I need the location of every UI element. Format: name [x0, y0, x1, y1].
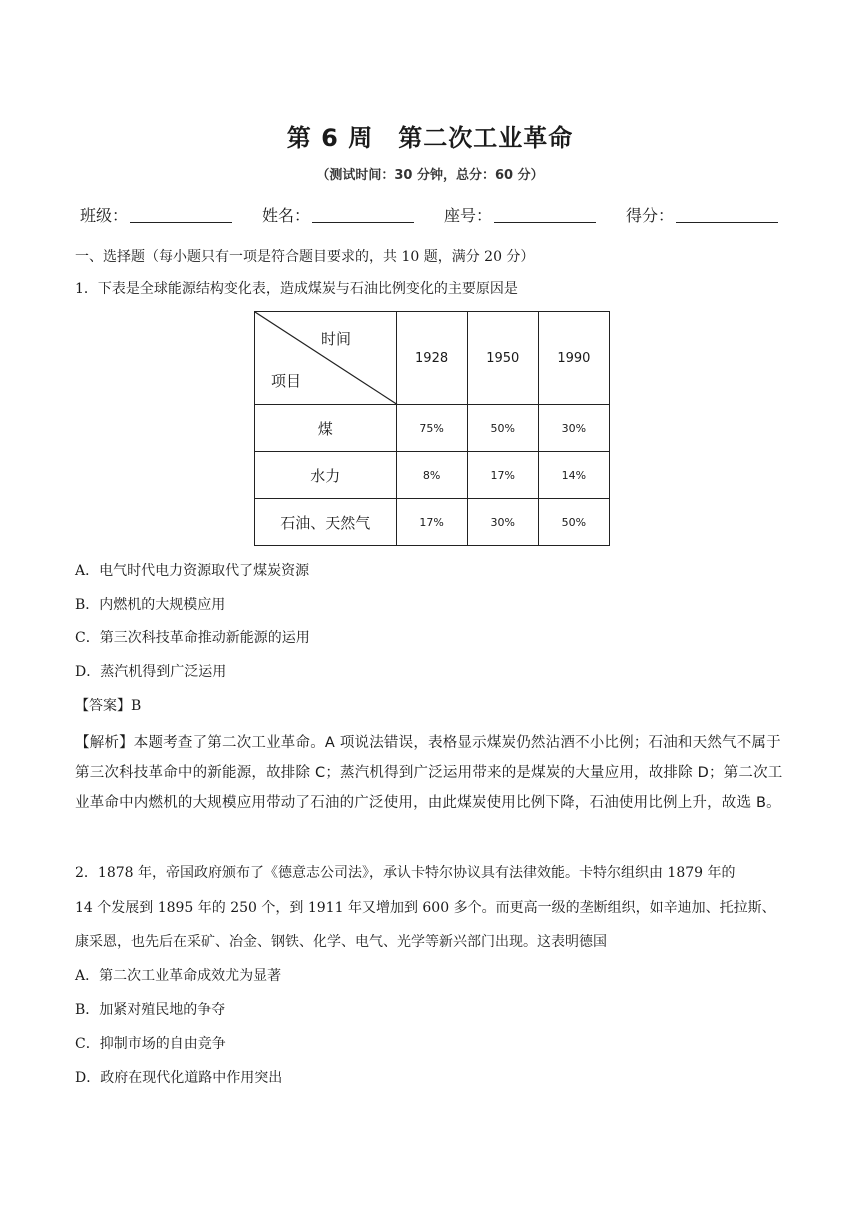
- table-cell: 17%: [396, 499, 467, 546]
- table-cell: 50%: [538, 499, 609, 546]
- year-header: 1950: [467, 312, 538, 405]
- table-cell: 14%: [538, 452, 609, 499]
- table-row: [255, 499, 610, 546]
- q1-option-d[interactable]: D．蒸汽机得到广泛运用: [75, 664, 227, 680]
- row-label: 石油、天然气: [255, 499, 397, 546]
- score-field[interactable]: [626, 203, 778, 226]
- table-cell: 75%: [396, 405, 467, 452]
- table-cell: 30%: [538, 405, 609, 452]
- row-label: 煤: [255, 405, 397, 452]
- table-cell: 8%: [396, 452, 467, 499]
- class-blank[interactable]: [130, 206, 232, 223]
- year-header: 1928: [396, 312, 467, 405]
- q1-answer: 【答案】B: [75, 698, 142, 714]
- table-row: [255, 405, 610, 452]
- page-title: 第 6 周 第二次工业革命: [286, 124, 574, 152]
- section-heading: 一、选择题（每小题只有一项是符合题目要求的，共 10 题，满分 20 分）: [75, 249, 535, 265]
- q2-option-d[interactable]: D．政府在现代化道路中作用突出: [75, 1070, 283, 1086]
- name-blank[interactable]: [312, 206, 414, 223]
- student-info-row: [80, 203, 780, 229]
- question-2-stem-line: 14 个发展到 1895 年的 250 个，到 1911 年又增加到 600 多个。而更高一级的垄断组织，如辛迪加、托拉斯、: [75, 900, 776, 916]
- name-field[interactable]: [262, 203, 414, 226]
- score-blank[interactable]: [676, 206, 778, 223]
- question-2-stem-line: 康采恩，也先后在采矿、冶金、钢铁、化学、电气、光学等新兴部门出现。这表明德国: [75, 934, 607, 950]
- q1-analysis: 【解析】本题考查了第二次工业革命。A 项说法错误，表格显示煤炭仍然沾酒不小比例；石油和天然气不属于第三次科技革命中的新能源，故排除 C；蒸汽机得到广泛运用带来的是煤炭的大量应用，故排除 D；第二次工业革命中内燃机的大规模应用带动了石油的广泛使用，由此煤炭使用比例下降，石油使用比例上升，故选 B。: [75, 735, 783, 811]
- diagonal-line: [255, 312, 398, 405]
- q2-option-b[interactable]: B．加紧对殖民地的争夺: [75, 1002, 226, 1018]
- seat-field[interactable]: [444, 203, 596, 226]
- q1-option-b[interactable]: B．内燃机的大规模应用: [75, 597, 226, 613]
- table-corner-cell: [255, 312, 397, 405]
- question-1-stem: 1．下表是全球能源结构变化表，造成煤炭与石油比例变化的主要原因是: [75, 281, 518, 297]
- row-label: 水力: [255, 452, 397, 499]
- class-field[interactable]: [80, 203, 232, 226]
- seat-blank[interactable]: [494, 206, 596, 223]
- year-header: 1990: [538, 312, 609, 405]
- table-row: [255, 452, 610, 499]
- corner-item-label: 项目: [271, 372, 302, 390]
- table-cell: 30%: [467, 499, 538, 546]
- table-cell: 50%: [467, 405, 538, 452]
- q2-option-a[interactable]: A．第二次工业革命成效尤为显著: [75, 968, 282, 984]
- test-info-subtitle: （测试时间：30 分钟，总分：60 分）: [316, 168, 544, 183]
- table-cell: 17%: [467, 452, 538, 499]
- q1-option-a[interactable]: A．电气时代电力资源取代了煤炭资源: [75, 563, 310, 579]
- name-label: 姓名：: [262, 206, 311, 225]
- q1-option-c[interactable]: C．第三次科技革命推动新能源的运用: [75, 630, 310, 646]
- energy-structure-table: [254, 311, 610, 546]
- seat-label: 座号：: [444, 206, 493, 225]
- corner-time-label: 时间: [321, 330, 352, 348]
- q2-option-c[interactable]: C．抑制市场的自由竞争: [75, 1036, 226, 1052]
- question-2-stem-line: 2．1878 年，帝国政府颁布了《德意志公司法》，承认卡特尔协议具有法律效能。卡特尔组织由 1879 年的: [75, 865, 736, 881]
- class-label: 班级：: [80, 206, 129, 225]
- score-label: 得分：: [626, 206, 675, 225]
